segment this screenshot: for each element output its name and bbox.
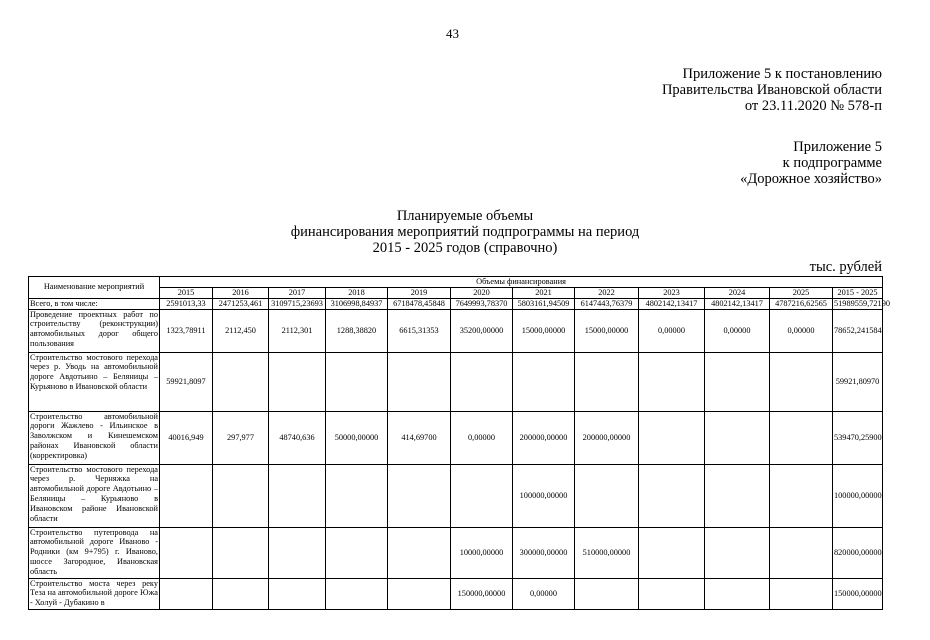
value-cell xyxy=(160,578,213,609)
value-cell: 48740,636 xyxy=(269,411,326,464)
year-header-1: 2015 xyxy=(160,287,213,298)
value-cell xyxy=(269,464,326,527)
value-cell: 0,00000 xyxy=(451,411,513,464)
value-cell xyxy=(388,578,451,609)
value-cell: 300000,00000 xyxy=(513,527,575,578)
header-line: Приложение 5 к постановлению xyxy=(682,66,882,82)
header-line: к подпрограмме xyxy=(782,155,882,171)
value-cell xyxy=(213,352,269,411)
year-header-7: 2021 xyxy=(513,287,575,298)
value-cell: 150000,00000 xyxy=(451,578,513,609)
table-row xyxy=(29,411,883,464)
value-cell: 2112,450 xyxy=(213,309,269,352)
value-cell xyxy=(705,527,770,578)
value-cell xyxy=(770,411,833,464)
value-cell xyxy=(705,352,770,411)
appendix-subprogram-header xyxy=(740,139,882,187)
value-cell xyxy=(639,464,705,527)
value-cell: 10000,00000 xyxy=(451,527,513,578)
value-cell: 59921,8097 xyxy=(160,352,213,411)
value-cell: 35200,00000 xyxy=(451,309,513,352)
value-cell xyxy=(326,464,388,527)
financing-table xyxy=(28,276,891,610)
table-row xyxy=(29,527,883,578)
value-cell: 15000,00000 xyxy=(513,309,575,352)
value-cell: 200000,00000 xyxy=(575,411,639,464)
header-line: Приложение 5 xyxy=(793,139,882,155)
value-cell xyxy=(213,464,269,527)
year-header-4: 2018 xyxy=(326,287,388,298)
value-cell xyxy=(326,578,388,609)
value-cell: 510000,00000 xyxy=(575,527,639,578)
value-cell xyxy=(705,411,770,464)
value-cell xyxy=(639,578,705,609)
value-cell: 7649993,78370 xyxy=(451,298,513,309)
title-line: Планируемые объемы xyxy=(396,208,534,224)
value-cell xyxy=(160,464,213,527)
year-header-11: 2025 xyxy=(770,287,833,298)
value-cell xyxy=(705,464,770,527)
value-cell xyxy=(639,527,705,578)
table-header-row xyxy=(29,277,883,288)
value-cell: 100000,00000 xyxy=(833,464,883,527)
value-cell: 6147443,76379 xyxy=(575,298,639,309)
value-cell xyxy=(269,352,326,411)
value-cell xyxy=(451,464,513,527)
page-number: 43 xyxy=(446,26,459,41)
table-body xyxy=(29,298,891,609)
value-cell: 0,00000 xyxy=(770,309,833,352)
value-cell xyxy=(770,527,833,578)
value-cell: 78652,241584 xyxy=(833,309,883,352)
value-cell: 2471253,461 xyxy=(213,298,269,309)
table-row xyxy=(29,352,883,411)
value-cell: 40016,949 xyxy=(160,411,213,464)
row-name-cell: Проведение проектных работ по строительству (реконструкции) автомобильных дорог общего пользования xyxy=(29,309,160,352)
value-cell: 1323,78911 xyxy=(160,309,213,352)
year-header-10: 2024 xyxy=(705,287,770,298)
value-cell: 51989559,72190 xyxy=(834,298,891,308)
value-cell: 820000,00000 xyxy=(833,527,883,578)
value-cell: 2112,301 xyxy=(269,309,326,352)
table-row xyxy=(29,309,883,352)
year-header-3: 2017 xyxy=(269,287,326,298)
value-cell xyxy=(326,352,388,411)
appendix-resolution-header xyxy=(662,66,882,114)
value-cell xyxy=(705,578,770,609)
value-cell xyxy=(575,578,639,609)
value-cell xyxy=(388,527,451,578)
value-cell: 150000,00000 xyxy=(833,578,883,609)
value-cell: 0,00000 xyxy=(705,309,770,352)
value-cell: 6718478,45848 xyxy=(388,298,451,309)
year-header-12: 2015 - 2025 xyxy=(833,287,883,298)
col-name-header: Наименование мероприятий xyxy=(29,277,160,299)
value-cell: 15000,00000 xyxy=(575,309,639,352)
value-cell xyxy=(770,464,833,527)
title-line: финансирования мероприятий подпрограммы на период xyxy=(290,224,640,240)
value-cell xyxy=(160,527,213,578)
value-cell: 100000,00000 xyxy=(513,464,575,527)
row-name-cell: Строительство моста через реку Теза на автомобильной дороге Южа - Холуй - Дубакино в xyxy=(30,578,158,608)
year-header-9: 2023 xyxy=(639,287,705,298)
row-name-cell: Строительство мостового перехода через р. Уводь на автомобильной дороге Авдотьино – Беляницы – Курьяново в Ивановской области xyxy=(29,352,160,411)
year-header-6: 2020 xyxy=(451,287,513,298)
value-cell: 50000,00000 xyxy=(326,411,388,464)
value-cell xyxy=(213,578,269,609)
row-name-cell: Строительство путепровода на автомобильной дороге Иваново - Родники (км 9+795) г. Иваново, шоссе Загородное, Ивановская область xyxy=(29,527,160,578)
value-cell xyxy=(770,578,833,609)
value-cell: 4787216,62565 xyxy=(770,298,833,309)
header-line: от 23.11.2020 № 578-п xyxy=(744,98,882,114)
financing-group-header: Объемы финансирования xyxy=(160,277,883,288)
value-cell: 3106998,84937 xyxy=(326,298,388,309)
value-cell xyxy=(269,578,326,609)
value-cell xyxy=(513,352,575,411)
value-cell: 5803161,94509 xyxy=(513,298,575,309)
table-row xyxy=(29,464,883,527)
value-cell: 200000,00000 xyxy=(513,411,575,464)
value-cell: 414,69700 xyxy=(388,411,451,464)
value-cell: 4802142,13417 xyxy=(705,298,770,309)
row-name-cell: Строительство автомобильной дороги Жажлево - Ильинское в Заволжском и Кинешемском районах Ивановской области (корректировка) xyxy=(29,411,160,464)
value-cell: 297,977 xyxy=(213,411,269,464)
year-header-5: 2019 xyxy=(388,287,451,298)
value-cell xyxy=(770,352,833,411)
value-cell xyxy=(639,411,705,464)
value-cell xyxy=(269,527,326,578)
value-cell: 2591013,33 xyxy=(160,298,213,309)
value-cell xyxy=(213,527,269,578)
year-header-2: 2016 xyxy=(213,287,269,298)
value-cell xyxy=(326,527,388,578)
table-row xyxy=(29,578,883,609)
value-cell: 4802142,13417 xyxy=(639,298,705,309)
value-cell: 3109715,23693 xyxy=(269,298,326,309)
value-cell: 1288,38820 xyxy=(326,309,388,352)
value-cell: 0,00000 xyxy=(513,578,575,609)
units-label: тыс. рублей xyxy=(809,259,882,275)
document-title xyxy=(0,208,930,256)
row-name-cell: Строительство мостового перехода через р. Черняжка на автомобильной дороге Авдотьино – Беляницы – Курьяново в Ивановском районе Ивановской области xyxy=(29,464,160,527)
value-cell xyxy=(575,352,639,411)
value-cell xyxy=(451,352,513,411)
value-cell: 539470,25900 xyxy=(833,411,883,464)
value-cell xyxy=(575,464,639,527)
value-cell: 0,00000 xyxy=(639,309,705,352)
header-line: Правительства Ивановской области xyxy=(661,82,882,98)
table-row xyxy=(29,298,883,309)
title-line: 2015 - 2025 годов (справочно) xyxy=(372,240,558,256)
row-name-cell: Всего, в том числе: xyxy=(29,298,160,309)
value-cell xyxy=(639,352,705,411)
value-cell xyxy=(388,352,451,411)
year-header-8: 2022 xyxy=(575,287,639,298)
value-cell: 59921,80970 xyxy=(833,352,883,411)
value-cell xyxy=(388,464,451,527)
value-cell: 6615,31353 xyxy=(388,309,451,352)
header-line: «Дорожное хозяйство» xyxy=(740,171,882,187)
